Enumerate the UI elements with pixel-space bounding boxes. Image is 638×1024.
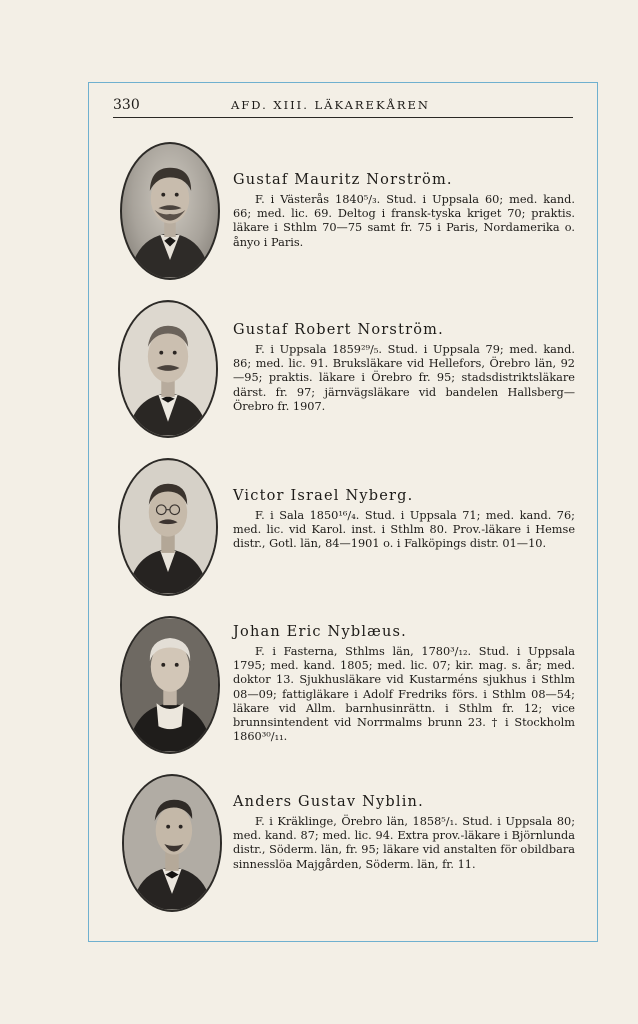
portrait-photo [120,616,220,754]
person-name: Anders Gustav Nyblin. [233,794,424,810]
running-head: AFD. XIII. LÄKAREKÅREN [231,98,430,112]
person-name: Gustaf Robert Norström. [233,322,444,338]
portrait-photo [122,774,222,912]
person-name: Gustaf Mauritz Norström. [233,172,453,188]
page-header [113,95,573,118]
page-number: 330 [113,97,140,113]
portrait-photo [118,458,218,596]
person-biography: F. i Kräklinge, Örebro län, 1858⁵/₁. Stud. i Uppsala 80; med. kand. 87; med. lic. 94. Extra prov.-läkare i Björnlunda distr., Söderm. län, fr. 95; läkare vid anstalten för obildbara sinnesslöa Majgården, Söderm. län, fr. 11. [233,815,575,871]
person-biography: F. i Uppsala 1859²⁹/₅. Stud. i Uppsala 79; med. kand. 86; med. lic. 91. Bruksläkare vid Hellefors, Örebro län, 92—95; praktis. läkare i Örebro fr. 95; stadsdistriktsläkare därst. fr. 97; järnvägsläkare vid bandelen Hallsberg—Örebro fr. 1907. [233,343,575,413]
person-biography: F. i Sala 1850¹⁶/₄. Stud. i Uppsala 71; med. kand. 76; med. lic. vid Karol. inst. i Sthlm 80. Prov.-läkare i Hemse distr., Gotl. län, 84—1901 o. i Falköpings distr. 01—10. [233,509,575,551]
person-name: Victor Israel Nyberg. [233,488,414,504]
portrait-photo [118,300,218,438]
person-biography: F. i Fasterna, Sthlms län, 1780³/₁₂. Stud. i Uppsala 1795; med. kand. 1805; med. lic. 07; kir. mag. s. år; med. doktor 13. Sjukhusläkare vid Kustarméns sjukhus i Sthlm 08—09; fattigläkare i Adolf Fredriks förs. i Sthlm 08—54; läkare vid Allm. barnhusinrättn. i Sthlm fr. 12; vice brunnsintendent vid Norrmalms brunn 23. † i Stockholm 1860³⁰/₁₁. [233,645,575,744]
person-name: Johan Eric Nyblæus. [233,624,407,640]
portrait-photo [120,142,220,280]
person-biography: F. i Västerås 1840⁵/₃. Stud. i Uppsala 60; med. kand. 66; med. lic. 69. Deltog i fransk-tyska kriget 70; praktis. läkare i Sthlm 70—75 samt fr. 75 i Paris, Nordamerika o. ånyo i Paris. [233,193,575,249]
